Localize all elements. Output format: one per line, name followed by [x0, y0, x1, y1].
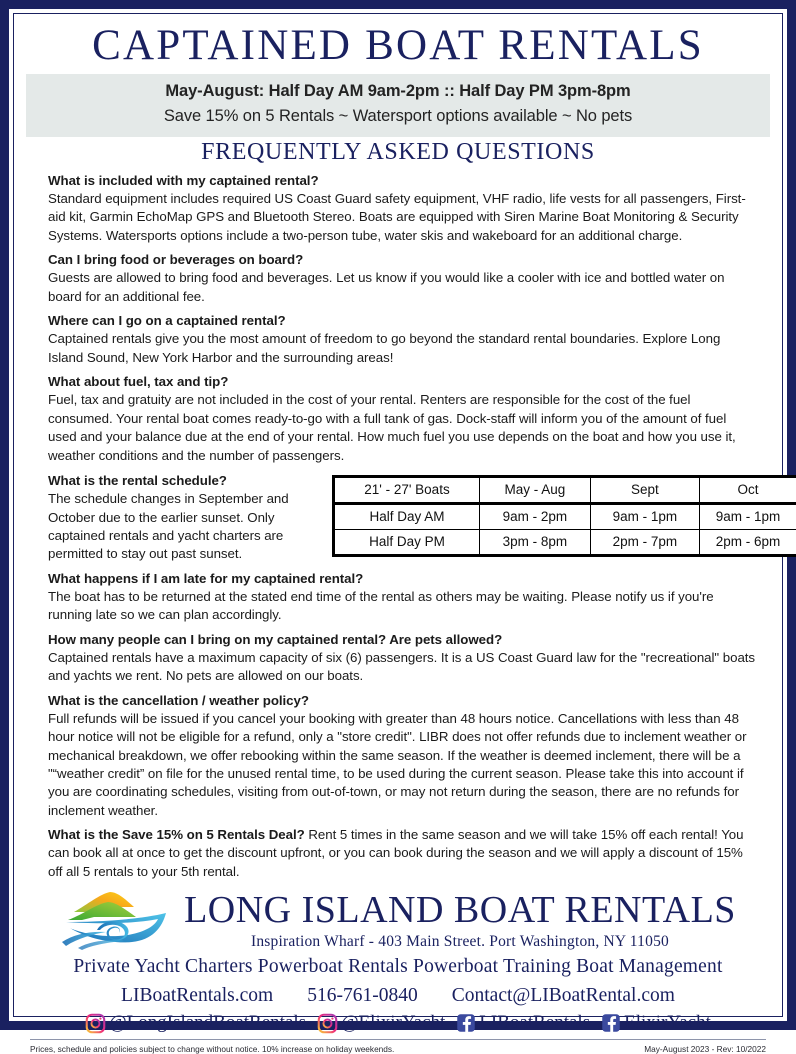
- flyer-inner-frame: [13, 13, 783, 1017]
- social-link-instagram-libr[interactable]: [85, 1012, 306, 1034]
- social-handle: @ElixirYacht: [341, 1012, 445, 1034]
- faq-question-3: Where can I go on a captained rental?: [48, 312, 756, 330]
- social-handle: LIBoatRentals: [479, 1012, 590, 1034]
- faq-answer-2: Guests are allowed to bring food and beverages. Let us know if you would like a cooler with ice and bottled water on board for an additional fee.: [48, 269, 756, 306]
- social-handle: ElixirYacht: [624, 1012, 711, 1034]
- instagram-icon: [85, 1013, 106, 1034]
- faq-question-4: What about fuel, tax and tip?: [48, 373, 756, 391]
- faq-answer-1: Standard equipment includes required US Coast Guard safety equipment, VHF radio, life vests for all passengers, First-aid kit, Garmin EchoMap GPS and Bluetooth Stereo. Boats are equipped with Siren Marine Boat Monitoring & Security Systems. Watersports options include a two-person tube, water skis and wakeboard for an additional charge.: [48, 190, 756, 245]
- faq-section-heading: FREQUENTLY ASKED QUESTIONS: [26, 139, 770, 166]
- table-cell: 9am - 1pm: [700, 503, 796, 529]
- brand-name: LONG ISLAND BOAT RENTALS: [184, 891, 736, 929]
- faq-answer-9: Rent 5 times in the same season and we will take 15% off each rental! You can book all at once to get the discount upfront, or you can book during the season and we will apply a discount of 15% off all 5 rentals to your 5th rental.: [48, 827, 744, 879]
- faq-answer-8: Full refunds will be issued if you cancel your booking with greater than 48 hours notice. Cancellations with less than 48 hour notice will not be eligible for a refund, only a "store credit". LIBR does not offer refunds due to inclement weather or mechanical breakdown, we offer rebooking within the same season. If the weather is deemed inclement, there will be a "“weather credit” on file for the unused rental time, to be used during the current season. Please take this into account if you are coordinating schedules, visiting from out-of-town, or may not return during the season, there are no refunds for inclement weather.: [48, 710, 756, 820]
- table-cell: 2pm - 7pm: [590, 529, 699, 555]
- faq-question-1: What is included with my captained rental?: [48, 172, 756, 190]
- social-links-row: [26, 1012, 770, 1034]
- faq-answer-7: Captained rentals have a maximum capacity of six (6) passengers. It is a US Coast Guard law for the "recreational" boats and yachts we rent. No pets are allowed on our boats.: [48, 649, 756, 686]
- faq-answer-5: The schedule changes in September and October due to the earlier sunset. Only captained rentals and yacht charters are permitted to stay out past sunset.: [48, 490, 316, 563]
- faq-question-7: How many people can I bring on my captained rental? Are pets allowed?: [48, 631, 756, 649]
- facebook-icon: [601, 1013, 621, 1033]
- schedule-banner: [26, 74, 770, 137]
- boat-logo-icon: [60, 890, 178, 952]
- table-header-cell: Oct: [700, 476, 796, 503]
- faq-question-8: What is the cancellation / weather policy?: [48, 692, 756, 710]
- faq-item-9: [48, 826, 756, 881]
- schedule-table: [332, 475, 796, 557]
- email-link[interactable]: Contact@LIBoatRental.com: [452, 985, 675, 1007]
- rental-schedule-block: [48, 472, 756, 564]
- instagram-icon: [317, 1013, 338, 1034]
- faq-answer-4: Fuel, tax and gratuity are not included in the cost of your rental. Renters are responsible for the cost of the fuel consumed. Your rental boat comes ready-to-go with a full tank of gas. Dock-staff will inform you of the amount of fuel used and your balance due at the end of your rental. How much fuel you use depends on the boat and how you use it, weather conditions and the number of passengers.: [48, 391, 756, 464]
- website-link[interactable]: LIBoatRentals.com: [121, 985, 273, 1007]
- brand-address: Inspiration Wharf - 403 Main Street. Port Washington, NY 11050: [184, 933, 736, 951]
- disclaimer-text: Prices, schedule and policies subject to change without notice. 10% increase on holiday weekends.: [30, 1044, 394, 1054]
- faq-question-9: What is the Save 15% on 5 Rentals Deal?: [48, 827, 305, 842]
- table-cell: 2pm - 6pm: [700, 529, 796, 555]
- table-header-cell: 21' - 27' Boats: [334, 476, 480, 503]
- social-link-instagram-elixir[interactable]: [317, 1012, 445, 1034]
- social-handle: @LongIslandBoatRentals: [109, 1012, 306, 1034]
- table-cell: Half Day PM: [334, 529, 480, 555]
- services-line: Private Yacht Charters Powerboat Rentals Powerboat Training Boat Management: [26, 956, 770, 978]
- faq-answer-6: The boat has to be returned at the stated end time of the rental as others may be waiting. Please notify us if you're running late so we can plan accordingly.: [48, 588, 756, 625]
- table-cell: Half Day AM: [334, 503, 480, 529]
- social-link-facebook-elixir[interactable]: [601, 1012, 711, 1034]
- disclaimer-row: [30, 1039, 766, 1054]
- schedule-table-column: [316, 472, 796, 557]
- table-header-row: [334, 476, 796, 503]
- contact-line: [26, 985, 770, 1007]
- faq-answer-3: Captained rentals give you the most amount of freedom to go beyond the standard rental boundaries. Explore Long Island Sound, New York Harbor and the surrounding areas!: [48, 330, 756, 367]
- banner-offers-line: Save 15% on 5 Rentals ~ Watersport options available ~ No pets: [32, 105, 764, 129]
- table-row: [334, 503, 796, 529]
- table-cell: 9am - 1pm: [590, 503, 699, 529]
- page-title: CAPTAINED BOAT RENTALS: [26, 23, 770, 68]
- schedule-text-column: [48, 472, 316, 564]
- table-header-cell: Sept: [590, 476, 699, 503]
- faq-question-2: Can I bring food or beverages on board?: [48, 251, 756, 269]
- brand-logo-row: [26, 890, 770, 952]
- table-row: [334, 529, 796, 555]
- revision-text: May-August 2023 - Rev: 10/2022: [644, 1044, 766, 1054]
- table-cell: 9am - 2pm: [479, 503, 590, 529]
- faq-question-5: What is the rental schedule?: [48, 472, 316, 490]
- table-cell: 3pm - 8pm: [479, 529, 590, 555]
- banner-hours-line: May-August: Half Day AM 9am-2pm :: Half Day PM 3pm-8pm: [32, 81, 764, 102]
- facebook-icon: [456, 1013, 476, 1033]
- social-link-facebook-libr[interactable]: [456, 1012, 590, 1034]
- faq-list: [26, 172, 770, 881]
- faq-question-6: What happens if I am late for my captained rental?: [48, 570, 756, 588]
- table-header-cell: May - Aug: [479, 476, 590, 503]
- brand-text-block: [178, 891, 736, 951]
- phone-number[interactable]: 516-761-0840: [307, 985, 418, 1007]
